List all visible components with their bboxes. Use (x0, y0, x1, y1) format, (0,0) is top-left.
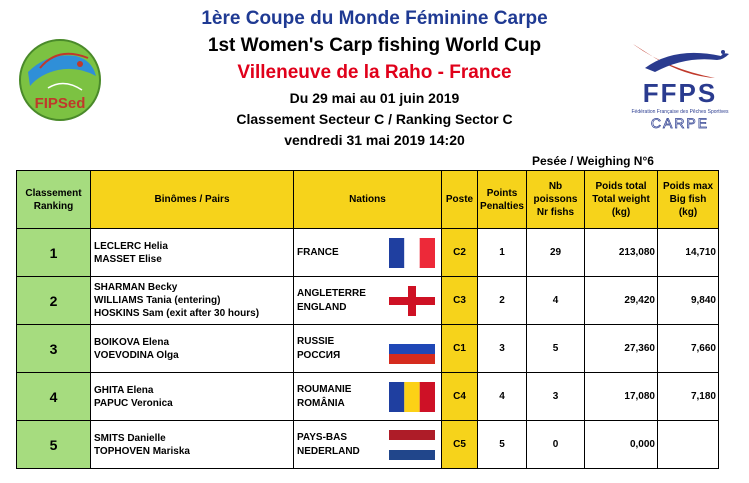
nation-cell (294, 277, 442, 325)
table-row (17, 229, 719, 277)
table-header-row (17, 171, 719, 229)
col-header-big-fish: Poids max Big fish (kg) (658, 171, 719, 229)
nation-name: FRANCE (297, 246, 339, 258)
netherlands-flag-icon (389, 430, 435, 460)
poste-cell: C3 (442, 277, 478, 325)
nation-cell (294, 421, 442, 469)
nation-name: RUSSIE (297, 335, 335, 347)
col-header-nations: Nations (294, 171, 442, 229)
competitor-name: SHARMAN Becky (94, 282, 178, 293)
nation-cell (294, 325, 442, 373)
date-range: Du 29 mai au 01 juin 2019 (289, 90, 460, 106)
total-weight-cell: 0,000 (585, 421, 658, 469)
nation-cell (294, 373, 442, 421)
competitor-name: LECLERC Helia (94, 240, 168, 252)
competitor-name: SMITS Danielle (94, 432, 166, 444)
fish-count-cell: 3 (527, 373, 585, 421)
poste-cell: C4 (442, 373, 478, 421)
ranking-title: Classement Secteur C / Ranking Sector C (236, 111, 513, 127)
nation-name: ROMÂNIA (297, 397, 345, 409)
ffps-logo-subtitle: Fédération Française des Pêches Sportives (631, 109, 729, 115)
fipsed-logo-text: FIPSed (34, 95, 86, 112)
table-row (17, 325, 719, 373)
col-header-pairs: Binômes / Pairs (91, 171, 294, 229)
big-fish-cell (658, 421, 719, 469)
nation-name: РОССИЯ (297, 349, 341, 361)
points-cell: 2 (478, 277, 527, 325)
france-flag-icon (389, 238, 435, 268)
ffps-logo-text: FFPS (642, 78, 718, 108)
total-weight-cell: 17,080 (585, 373, 658, 421)
romania-flag-icon (389, 382, 435, 412)
ffps-logo-tag: CARPE (650, 115, 710, 131)
total-weight-cell: 27,360 (585, 325, 658, 373)
nation-name: ANGLETERRE (297, 287, 366, 299)
big-fish-cell: 14,710 (658, 229, 719, 277)
weighing-label: Pesée / Weighing N°6 (532, 154, 654, 168)
rank-cell: 2 (17, 277, 91, 325)
competitor-name: VOEVODINA Olga (94, 349, 179, 361)
title-french: 1ère Coupe du Monde Féminine Carpe (201, 8, 548, 29)
points-cell: 3 (478, 325, 527, 373)
nation-name: PAYS-BAS (297, 431, 348, 443)
fipsed-logo (18, 38, 102, 122)
competitor-name: WILLIAMS Tania (entering) (94, 295, 221, 306)
col-header-fish-count: Nb poissons Nr fishs (527, 171, 585, 229)
title-english: 1st Women's Carp fishing World Cup (207, 35, 542, 56)
fish-count-cell: 0 (527, 421, 585, 469)
nation-cell (294, 229, 442, 277)
rank-cell: 4 (17, 373, 91, 421)
nation-name: ENGLAND (297, 301, 347, 313)
competitor-name: MASSET Elise (94, 253, 162, 265)
timestamp: vendredi 31 mai 2019 14:20 (284, 132, 465, 148)
pairs-cell (91, 421, 294, 469)
competitor-name: BOIKOVA Elena (94, 336, 170, 348)
table-row (17, 373, 719, 421)
fish-count-cell: 29 (527, 229, 585, 277)
big-fish-cell: 9,840 (658, 277, 719, 325)
england-flag-icon (389, 286, 435, 316)
rank-cell: 1 (17, 229, 91, 277)
big-fish-cell: 7,180 (658, 373, 719, 421)
col-header-points: Points Penalties (478, 171, 527, 229)
col-header-total-weight: Poids total Total weight (kg) (585, 171, 658, 229)
nation-name: ROUMANIE (297, 383, 352, 395)
competitor-name: PAPUC Veronica (94, 397, 173, 409)
poste-cell: C5 (442, 421, 478, 469)
total-weight-cell: 29,420 (585, 277, 658, 325)
col-header-ranking: Classement Ranking (17, 171, 91, 229)
big-fish-cell: 7,660 (658, 325, 719, 373)
venue-title: Villeneuve de la Raho - France (237, 62, 512, 83)
points-cell: 5 (478, 421, 527, 469)
points-cell: 4 (478, 373, 527, 421)
fish-count-cell: 5 (527, 325, 585, 373)
fish-count-cell: 4 (527, 277, 585, 325)
rank-cell: 5 (17, 421, 91, 469)
col-header-poste: Poste (442, 171, 478, 229)
pairs-cell (91, 229, 294, 277)
points-cell: 1 (478, 229, 527, 277)
pairs-cell (91, 373, 294, 421)
ranking-table (16, 170, 719, 469)
nation-name: NEDERLAND (297, 445, 360, 457)
rank-cell: 3 (17, 325, 91, 373)
table-row (17, 277, 719, 325)
poste-cell: C1 (442, 325, 478, 373)
competitor-name: TOPHOVEN Mariska (94, 445, 190, 457)
poste-cell: C2 (442, 229, 478, 277)
pairs-cell (91, 277, 294, 325)
total-weight-cell: 213,080 (585, 229, 658, 277)
pairs-cell (91, 325, 294, 373)
ffps-logo (625, 38, 735, 132)
table-row (17, 421, 719, 469)
competitor-name: GHITA Elena (94, 384, 154, 396)
competitor-name: HOSKINS Sam (exit after 30 hours) (94, 308, 260, 319)
russia-flag-icon (389, 334, 435, 364)
